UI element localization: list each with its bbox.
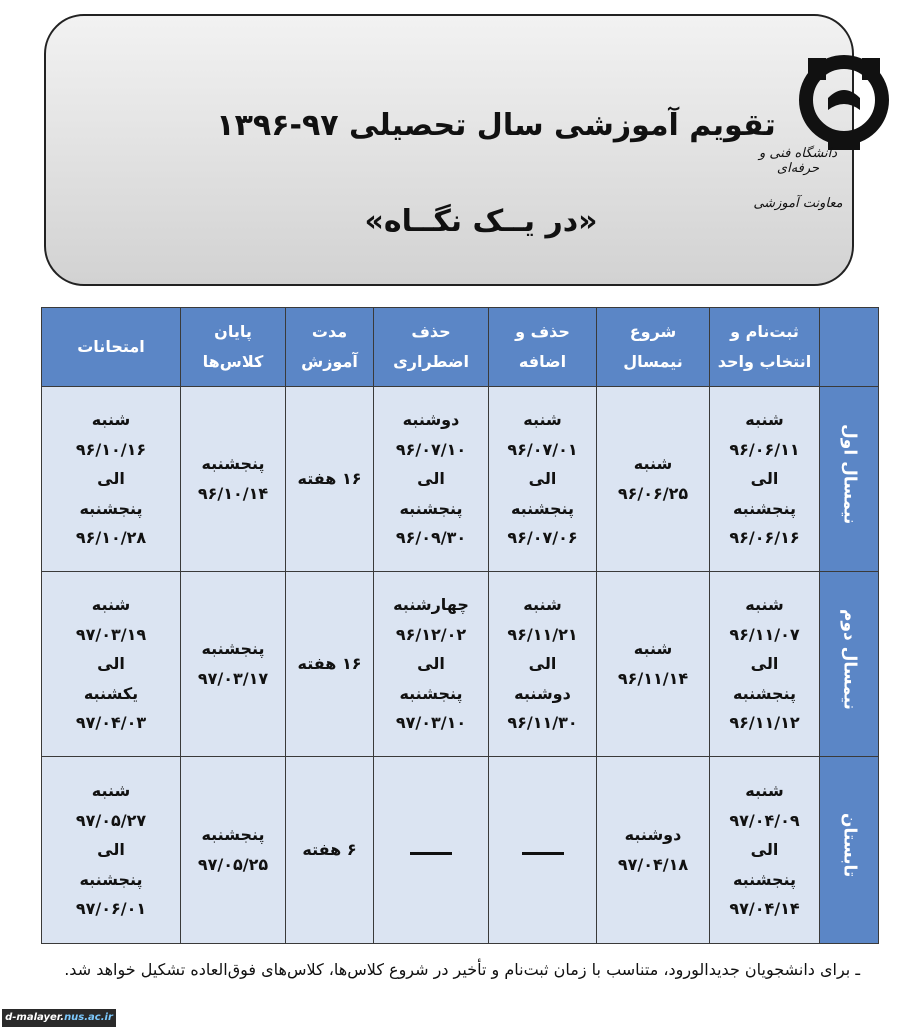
table-cell-classes-end [181, 757, 286, 944]
cell-line: الی [750, 840, 779, 860]
cell-line: الی [750, 654, 779, 674]
column-header-line: حذف [411, 322, 451, 342]
table-cell-start [597, 387, 710, 572]
cell-line: ۹۶/۰۶/۱۶ [729, 528, 800, 548]
cell-line: پنجشنبه [399, 683, 463, 703]
column-header [42, 308, 181, 387]
cell-line: پنجشنبه [732, 498, 797, 518]
cell-line: ۹۷/۰۴/۰۹ [729, 810, 800, 830]
column-header-line: اضافه [518, 352, 567, 371]
table-cell-emergency-drop [374, 757, 489, 944]
column-header [374, 308, 489, 387]
cell-line: چهارشنبه [393, 595, 469, 615]
semester-label [820, 387, 879, 572]
table-cell-add-drop [489, 572, 597, 757]
cell-line: ۹۷/۰۴/۱۴ [729, 899, 800, 919]
cell-line: ۹۷/۰۵/۲۷ [75, 810, 147, 830]
cell-line: پنجشنبه [79, 498, 143, 518]
cell-line: پنجشنبه [510, 498, 575, 518]
cell-line: ۹۷/۰۵/۲۵ [197, 855, 269, 874]
cell-line: پنجشنبه [201, 639, 265, 659]
cell-line: یکشنبه [83, 683, 139, 703]
cell-line: شنبه [745, 410, 784, 430]
cell-line: الی [750, 469, 779, 489]
cell-line: ۹۶/۱۱/۱۲ [729, 713, 800, 733]
cell-line: ۱۶ هفته [297, 469, 362, 489]
cell-line: الی [417, 469, 445, 489]
page-title: تقویم آموزشی سال تحصیلی ۹۷-۱۳۹۶ [216, 108, 776, 143]
semester-label [820, 572, 879, 757]
column-header [181, 308, 286, 387]
page-subtitle: «در یــک نگــاه» [364, 204, 598, 239]
cell-line: ۹۶/۱۲/۰۲ [395, 624, 467, 644]
cell-line: شنبه [745, 781, 784, 801]
cell-line: ۹۶/۱۰/۲۸ [75, 528, 147, 548]
cell-line: ۹۶/۰۶/۱۱ [729, 439, 800, 459]
table-row [42, 387, 879, 572]
table-cell-start [597, 757, 710, 944]
column-header-line: اضطراری [393, 352, 469, 371]
cell-line: ۹۶/۱۰/۱۶ [75, 439, 147, 459]
table-cell-registration [710, 572, 820, 757]
cell-line: ۹۷/۰۳/۱۰ [395, 713, 467, 733]
cell-line: ۹۷/۰۴/۱۸ [617, 855, 689, 874]
table-cell-exams [42, 757, 181, 944]
column-header-line: کلاس‌ها [202, 352, 264, 371]
cell-line: شنبه [523, 410, 562, 430]
column-header-line: انتخاب واحد [717, 352, 812, 371]
corner-cell [820, 308, 879, 387]
cell-line: دوشنبه [402, 410, 460, 430]
cell-line: پنجشنبه [201, 454, 265, 474]
cell-line: شنبه [91, 781, 131, 801]
university-logo-icon [798, 52, 890, 152]
cell-line: ۹۶/۱۰/۱۴ [197, 484, 269, 503]
column-header-line: ثبت‌نام و [730, 322, 799, 342]
table-cell-start [597, 572, 710, 757]
cell-line: ۹۷/۰۴/۰۳ [75, 713, 147, 733]
cell-line: شنبه [91, 410, 131, 430]
column-header-line: پایان [214, 322, 252, 342]
table-row [42, 572, 879, 757]
table-cell-registration [710, 387, 820, 572]
calendar-table [41, 307, 879, 944]
table-cell-duration [286, 757, 374, 944]
cell-line: پنجشنبه [201, 825, 265, 845]
table-cell-duration [286, 387, 374, 572]
cell-line: ۱۶ هفته [297, 654, 362, 674]
semester-label-text: نیمسال اول [839, 424, 860, 525]
table-cell-emergency-drop [374, 387, 489, 572]
cell-line: شنبه [633, 454, 673, 474]
column-header [489, 308, 597, 387]
cell-line: پنجشنبه [732, 683, 797, 703]
cell-line: ۹۷/۰۳/۱۹ [75, 624, 147, 644]
table-cell-add-drop [489, 387, 597, 572]
cell-line: ۹۶/۱۱/۲۱ [507, 624, 578, 644]
table-row [42, 757, 879, 944]
footnote: ـ برای دانشجویان جدیدالورود، متناسب با زمان ثبت‌نام و تأخیر در شروع کلاس‌ها، کلاس‌های فوق‌العاده تشکیل خواهد شد. [64, 960, 860, 979]
site-prefix: d-malayer. [5, 1012, 65, 1023]
table-cell-exams [42, 387, 181, 572]
cell-line: ۹۶/۰۷/۰۱ [507, 439, 578, 459]
cell-line: پنجشنبه [79, 869, 143, 889]
table-cell-duration [286, 572, 374, 757]
empty-dash [522, 852, 564, 855]
cell-line: ۹۷/۰۶/۰۱ [75, 899, 147, 919]
cell-line: پنجشنبه [399, 498, 463, 518]
column-header [597, 308, 710, 387]
column-header-line: آموزش [301, 352, 358, 371]
site-suffix: nus.ac.ir [64, 1012, 113, 1023]
column-header-line: مدت [311, 322, 348, 342]
semester-label-text: نیمسال دوم [839, 608, 860, 710]
column-header-line: شروع [629, 322, 677, 342]
header-panel [44, 14, 854, 286]
site-watermark [2, 1009, 116, 1027]
column-header-line: امتحانات [77, 337, 145, 357]
cell-line: ۹۶/۱۱/۱۴ [617, 669, 689, 688]
cell-line: الی [528, 469, 557, 489]
header-row [42, 308, 879, 387]
cell-line: ۹۶/۰۷/۰۶ [507, 528, 578, 548]
cell-line: ۹۶/۰۹/۳۰ [395, 528, 467, 548]
column-header-line: حذف و [515, 322, 570, 342]
column-header [286, 308, 374, 387]
table-cell-classes-end [181, 572, 286, 757]
cell-line: شنبه [91, 595, 131, 615]
semester-label [820, 757, 879, 944]
table-cell-classes-end [181, 387, 286, 572]
university-name: دانشگاه فنی و حرفه‌ای [758, 146, 838, 176]
table-cell-registration [710, 757, 820, 944]
table-cell-emergency-drop [374, 572, 489, 757]
cell-line: ۹۶/۰۷/۱۰ [395, 439, 467, 459]
cell-line: ۹۶/۰۶/۲۵ [617, 484, 689, 503]
cell-line: الی [97, 654, 125, 674]
column-header-line: نیمسال [623, 352, 683, 371]
cell-line: ۹۶/۱۱/۳۰ [507, 713, 578, 733]
department-name: معاونت آموزشی [753, 196, 843, 211]
cell-line: دوشنبه [624, 825, 682, 845]
semester-label-text: تابستان [839, 813, 860, 878]
cell-line: دوشنبه [514, 683, 571, 703]
cell-line: الی [417, 654, 445, 674]
table-cell-add-drop [489, 757, 597, 944]
cell-line: شنبه [633, 639, 673, 659]
cell-line: شنبه [523, 595, 562, 615]
cell-line: شنبه [745, 595, 784, 615]
cell-line: الی [97, 469, 125, 489]
cell-line: الی [528, 654, 557, 674]
cell-line: ۹۷/۰۳/۱۷ [197, 669, 269, 688]
table-cell-exams [42, 572, 181, 757]
cell-line: ۹۶/۱۱/۰۷ [729, 624, 800, 644]
column-header [710, 308, 820, 387]
cell-line: ۶ هفته [302, 840, 357, 860]
cell-line: پنجشنبه [732, 869, 797, 889]
empty-dash [410, 852, 452, 855]
cell-line: الی [97, 840, 125, 860]
